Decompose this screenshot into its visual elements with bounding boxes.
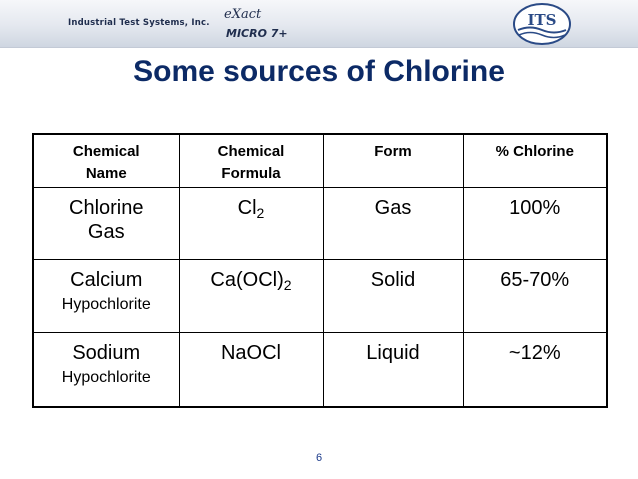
- cell-chemical-name: Chlorine Gas: [33, 188, 179, 260]
- cell-percent-chlorine: ~12%: [463, 333, 607, 407]
- company-name: Industrial Test Systems, Inc.: [68, 18, 210, 28]
- cell-chemical-formula: NaOCl: [179, 333, 323, 407]
- svg-text:MICRO 7+: MICRO 7+: [226, 27, 288, 40]
- cell-chemical-name: Sodium Hypochlorite: [33, 333, 179, 407]
- chlorine-sources-table: [32, 133, 608, 408]
- cell-chemical-formula: $Ca(OCl)_2$: [179, 260, 323, 333]
- header-bar: [0, 0, 638, 48]
- svg-text:eXact: eXact: [224, 7, 262, 22]
- cell-percent-chlorine: 65-70%: [463, 260, 607, 333]
- exact-micro-logo: [220, 4, 288, 42]
- cell-chemical-formula: $Cl_2$: [179, 188, 323, 260]
- cell-percent-chlorine: 100%: [463, 188, 607, 260]
- table-row: [33, 260, 607, 333]
- slide-title: Some sources of Chlorine: [133, 55, 505, 88]
- header-chemical-name: Chemical Name: [33, 134, 179, 188]
- table-row: [33, 333, 607, 407]
- table-row: [33, 188, 607, 260]
- cell-form: Liquid: [323, 333, 463, 407]
- its-logo: [510, 1, 574, 47]
- cell-form: Gas: [323, 188, 463, 260]
- header-percent-chlorine: % Chlorine: [463, 134, 607, 188]
- cell-chemical-name: Calcium Hypochlorite: [33, 260, 179, 333]
- header-chemical-formula: Chemical Formula: [179, 134, 323, 188]
- header-form: Form: [323, 134, 463, 188]
- svg-text:ITS: ITS: [527, 11, 557, 29]
- table-header-row: [33, 134, 607, 188]
- page-number: 6: [315, 452, 323, 464]
- cell-form: Solid: [323, 260, 463, 333]
